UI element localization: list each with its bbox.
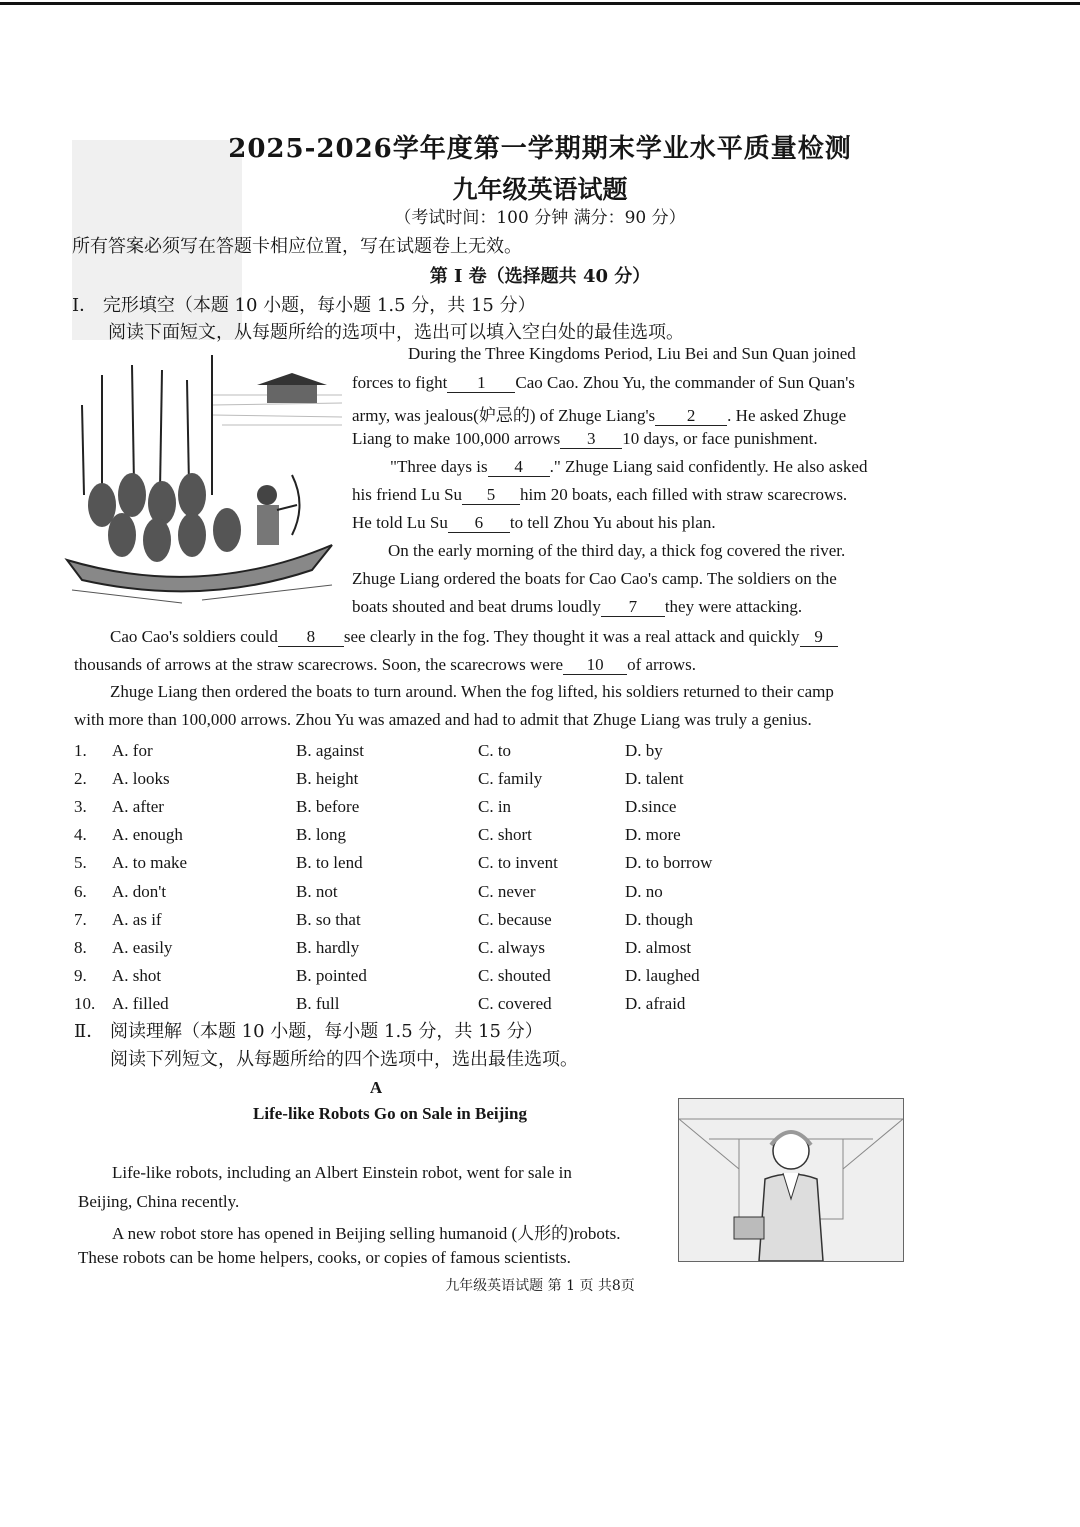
blank-3: 3 (560, 430, 622, 449)
exam-time-info: （考试时间：100 分钟 满分：90 分） (394, 208, 686, 228)
passage-text: see clearly in the fog. They thought it was a real attack and quickly (343, 627, 800, 646)
option-a: A. to make (112, 853, 188, 873)
option-a: A. as if (112, 909, 162, 929)
passage-line (352, 373, 855, 393)
option-c: C. always (478, 937, 546, 957)
passage-line (352, 429, 818, 449)
question-number: 7. (74, 909, 87, 929)
exam-subtitle: 九年级英语试题 (452, 175, 628, 204)
question-number: 5. (74, 853, 87, 873)
answer-notice: 所有答案必须写在答题卡相应位置，写在试题卷上无效。 (72, 236, 522, 257)
passage-text: Cao Cao's soldiers could (110, 627, 278, 646)
option-b: B. to lend (296, 853, 363, 873)
option-c: C. in (478, 797, 512, 817)
question-number: 2. (74, 769, 87, 789)
passage-line (352, 485, 847, 505)
einstein-robot-illustration (678, 1098, 904, 1262)
blank-6: 6 (448, 514, 510, 533)
option-a: A. looks (112, 769, 170, 789)
passage-line (352, 513, 716, 533)
passage-line: Zhuge Liang ordered the boats for Cao Cao's camp. The soldiers on the (352, 569, 837, 588)
option-b: B. full (296, 993, 340, 1013)
passage-text: . He asked Zhuge (727, 406, 847, 425)
blank-7: 7 (601, 598, 665, 617)
passage-text: Liang to make 100,000 arrows (352, 429, 561, 448)
option-a: A. shot (112, 965, 162, 985)
blank-9: 9 (800, 628, 838, 647)
option-d: D. talent (625, 769, 684, 789)
section-cloze-instruction: 阅读下面短文，从每题所给的选项中，选出可以填入空白处的最佳选项。 (108, 322, 684, 343)
option-d: D. to borrow (625, 853, 713, 873)
option-b: B. pointed (296, 965, 367, 985)
option-a: A. after (112, 797, 164, 817)
option-c: C. to (478, 741, 512, 760)
question-number: 10. (74, 993, 96, 1013)
option-d: D. no (625, 881, 663, 901)
article-title: Life-like Robots Go on Sale in Beijing (253, 1104, 527, 1123)
question-number: 6. (74, 881, 87, 901)
passage-text: "Three days is (390, 457, 488, 476)
passage-text: ." Zhuge Liang said confidently. He also asked (549, 457, 868, 476)
section-cloze-heading: Ⅰ． 完形填空（本题 10 小题，每小题 1.5 分，共 15 分） (72, 295, 536, 316)
passage-text: Cao Cao. Zhou Yu, the commander of Sun Quan's (515, 373, 855, 392)
question-number: 3. (74, 797, 87, 817)
passage-text: him 20 boats, each filled with straw scarecrows. (520, 485, 848, 504)
blank-4: 4 (488, 458, 550, 477)
passage-text: army, was jealous(妒忌的) of Zhuge Liang's (352, 406, 656, 425)
passage-text: they were attacking. (664, 597, 803, 616)
option-d: D. afraid (625, 993, 686, 1013)
passage-text: forces to fight (352, 373, 448, 392)
blank-10: 10 (563, 656, 627, 675)
passage-line (110, 627, 838, 647)
article-line: These robots can be home helpers, cooks, or copies of famous scientists. (78, 1248, 571, 1267)
option-c: C. short (478, 825, 532, 845)
option-d: D. by (625, 741, 663, 760)
option-c: C. never (478, 881, 536, 901)
blank-1: 1 (447, 374, 515, 393)
option-a: A. easily (112, 937, 173, 957)
option-b: B. before (296, 797, 360, 817)
section-reading-instruction: 阅读下列短文，从每题所给的四个选项中，选出最佳选项。 (110, 1049, 578, 1070)
page-footer: 九年级英语试题 第 1 页 共8页 (445, 1278, 635, 1294)
article-line: Life-like robots, including an Albert Einstein robot, went for sale in (112, 1163, 572, 1182)
option-b: B. long (296, 825, 347, 845)
option-b: B. hardly (296, 937, 360, 957)
section-reading-heading: Ⅱ． 阅读理解（本题 10 小题，每小题 1.5 分，共 15 分） (74, 1021, 543, 1042)
passage-line (352, 597, 802, 617)
passage-line (352, 401, 846, 426)
passage-text: boats shouted and beat drums loudly (352, 597, 601, 616)
option-c: C. family (478, 769, 543, 789)
option-d: D. more (625, 825, 681, 845)
scan-top-edge (0, 2, 1080, 5)
option-b: B. against (296, 741, 364, 760)
option-c: C. shouted (478, 965, 551, 985)
passage-text: to tell Zhou Yu about his plan. (509, 513, 716, 532)
question-number: 9. (74, 965, 87, 985)
passage-text: 10 days, or face punishment. (622, 429, 818, 448)
blank-2: 2 (655, 407, 727, 426)
question-number: 4. (74, 825, 87, 845)
blank-5: 5 (462, 486, 520, 505)
passage-label: A (369, 1078, 383, 1097)
option-c: C. because (478, 909, 552, 929)
article-line: A new robot store has opened in Beijing selling humanoid (人形的)robots. (112, 1224, 621, 1243)
question-number: 8. (74, 937, 87, 957)
exam-title: 2025-2026学年度第一学期期末学业水平质量检测 (228, 134, 852, 164)
passage-line: Zhuge Liang then ordered the boats to turn around. When the fog lifted, his soldiers returned to their camp (110, 682, 834, 701)
passage-line: During the Three Kingdoms Period, Liu Bei and Sun Quan joined (408, 344, 856, 363)
option-b: B. not (296, 881, 338, 901)
option-d: D.since (625, 797, 677, 817)
option-b: B. height (296, 769, 359, 789)
passage-line: On the early morning of the third day, a thick fog covered the river. (388, 541, 846, 560)
passage-line: with more than 100,000 arrows. Zhou Yu was amazed and had to admit that Zhuge Liang was truly a genius. (74, 710, 812, 729)
part-one-heading: 第 I 卷（选择题共 40 分） (429, 266, 651, 287)
blank-8: 8 (278, 628, 344, 647)
article-line: Beijing, China recently. (78, 1192, 240, 1211)
option-d: D. almost (625, 937, 692, 957)
passage-text: his friend Lu Su (352, 485, 463, 504)
option-d: D. though (625, 909, 693, 929)
passage-line (390, 457, 867, 477)
option-c: C. to invent (478, 853, 558, 873)
option-a: A. enough (112, 825, 183, 845)
passage-text: thousands of arrows at the straw scarecrows. Soon, the scarecrows were (74, 655, 564, 674)
option-a: A. for (112, 741, 153, 760)
passage-text: He told Lu Su (352, 513, 448, 532)
option-b: B. so that (296, 909, 361, 929)
question-number: 1. (74, 741, 87, 760)
passage-text: of arrows. (627, 655, 696, 674)
boat-arrows-illustration (62, 345, 346, 607)
option-a: A. don't (112, 881, 167, 901)
option-a: A. filled (112, 993, 169, 1013)
option-d: D. laughed (625, 965, 700, 985)
passage-line (74, 655, 696, 675)
option-c: C. covered (478, 993, 552, 1013)
